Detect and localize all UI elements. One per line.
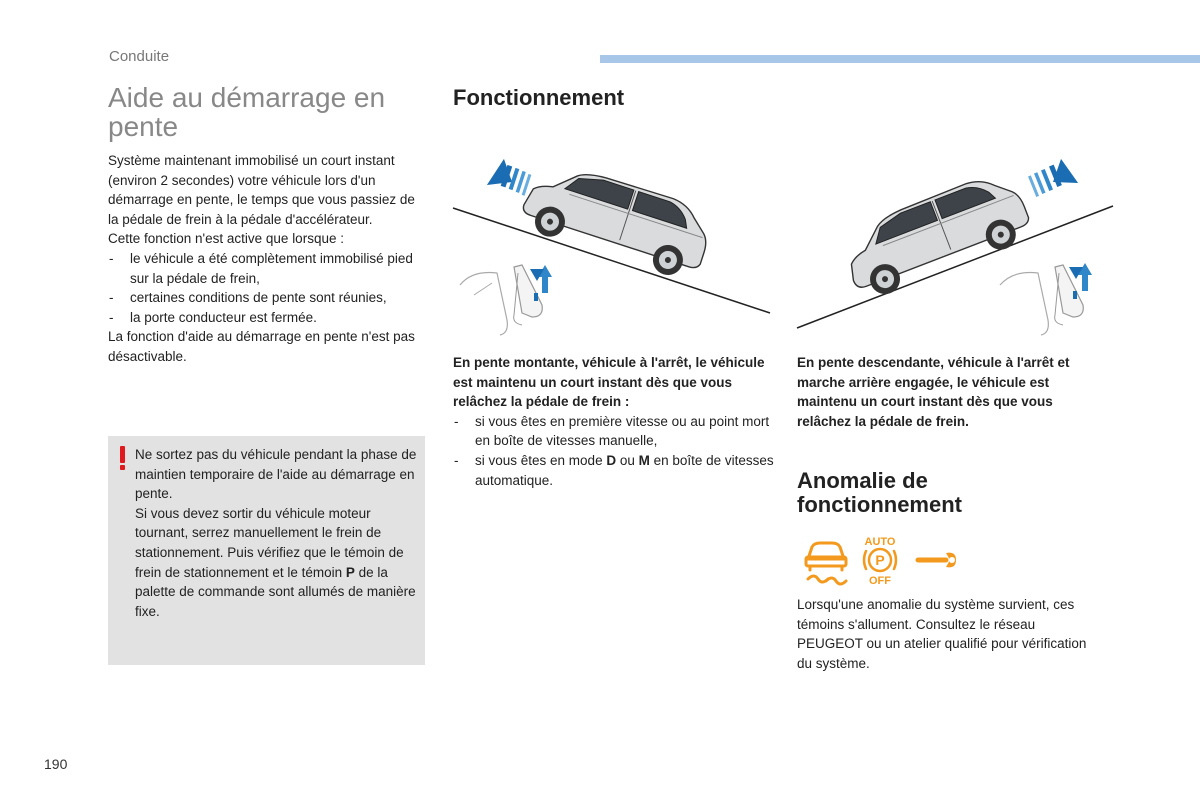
suv-car-icon <box>517 155 717 284</box>
uphill-caption <box>453 353 775 490</box>
warning-paragraph-1: Ne sortez pas du véhicule pendant la phase de maintien temporaire de l'aide au démarrage en pente. <box>135 447 417 502</box>
uphill-illustration <box>452 145 772 345</box>
auto-p-off-icon <box>864 536 896 587</box>
section-label: Conduite <box>109 48 170 65</box>
conditions-list <box>108 249 426 327</box>
warning-lamps-row <box>800 533 965 588</box>
skid-car-icon <box>806 543 846 584</box>
warning-text-bold: P <box>345 564 355 580</box>
auto-label: AUTO <box>864 536 896 548</box>
anomalie-text: Lorsqu'une anomalie du système survient, ces témoins s'allument. Consultez le réseau PEUGEOT ou un atelier qualifié pour vérification du système. <box>797 597 1087 671</box>
p-label: P <box>875 552 885 568</box>
intro-paragraph: Système maintenant immobilisé un court instant (environ 2 secondes) votre véhicule lors d'un démarrage en pente, le temps que vous passiez de la pédale de frein à la pédale d'accélérateur. <box>108 153 415 227</box>
warning-box <box>108 436 425 665</box>
wrench-icon <box>918 553 956 568</box>
arrow-forward-icon <box>1028 159 1078 197</box>
page-title: Aide au démarrage en pente <box>108 82 386 142</box>
downhill-illustration <box>795 145 1115 345</box>
intro-text-block <box>108 151 426 367</box>
list-item-text: ou <box>616 452 639 468</box>
mode-d-label: D <box>606 452 617 468</box>
list-item: - certaines conditions de pente sont réunies, <box>108 288 426 308</box>
warning-paragraph-2 <box>135 504 420 622</box>
arrow-back-icon <box>487 159 531 196</box>
not-deactivable-note: La fonction d'aide au démarrage en pente n'est pas désactivable. <box>108 329 415 364</box>
list-item: - le véhicule a été complètement immobilisé pied sur la pédale de frein, <box>108 249 426 288</box>
downhill-caption: En pente descendante, véhicule à l'arrêt et marche arrière engagée, le véhicule est maintenu un court instant dès que vous relâchez la pédale de frein. <box>797 355 1070 429</box>
uphill-caption-bold: En pente montante, véhicule à l'arrêt, le véhicule est maintenu un court instant dès que vous relâchez la pédale de frein : <box>453 355 765 410</box>
suv-car-icon <box>836 167 1037 304</box>
list-item <box>453 451 775 490</box>
conditions-intro: Cette fonction n'est active que lorsque : <box>108 231 344 247</box>
header-accent-bar <box>600 55 1200 63</box>
list-item-text: si vous êtes en mode <box>475 452 607 468</box>
mode-m-label: M <box>638 452 650 468</box>
list-item-text: si vous êtes en première vitesse ou au point mort en boîte de vitesses manuelle, <box>475 413 770 449</box>
page-number: 190 <box>44 756 68 772</box>
list-item <box>453 412 775 451</box>
brake-pedal-icon <box>460 265 542 335</box>
list-item: - la porte conducteur est fermée. <box>108 308 426 328</box>
uphill-conditions-list <box>453 412 775 490</box>
warning-text-part: Si vous devez sortir du véhicule moteur tournant, serrez manuellement le frein de stationnement. Puis vérifiez que le témoin de frein de stationnement et le témoin <box>135 505 404 580</box>
anomalie-heading: Anomalie de fonctionnement <box>797 468 962 517</box>
list-item-text: en boîte de vitesses automatique. <box>475 452 774 488</box>
off-label: OFF <box>869 575 891 587</box>
exclamation-icon <box>120 446 126 470</box>
warning-text <box>135 445 420 621</box>
warning-text-part: de la palette de commande sont allumés de manière fixe. <box>135 564 416 619</box>
fonctionnement-heading: Fonctionnement <box>453 85 625 110</box>
brake-pedal-icon <box>1000 265 1083 335</box>
